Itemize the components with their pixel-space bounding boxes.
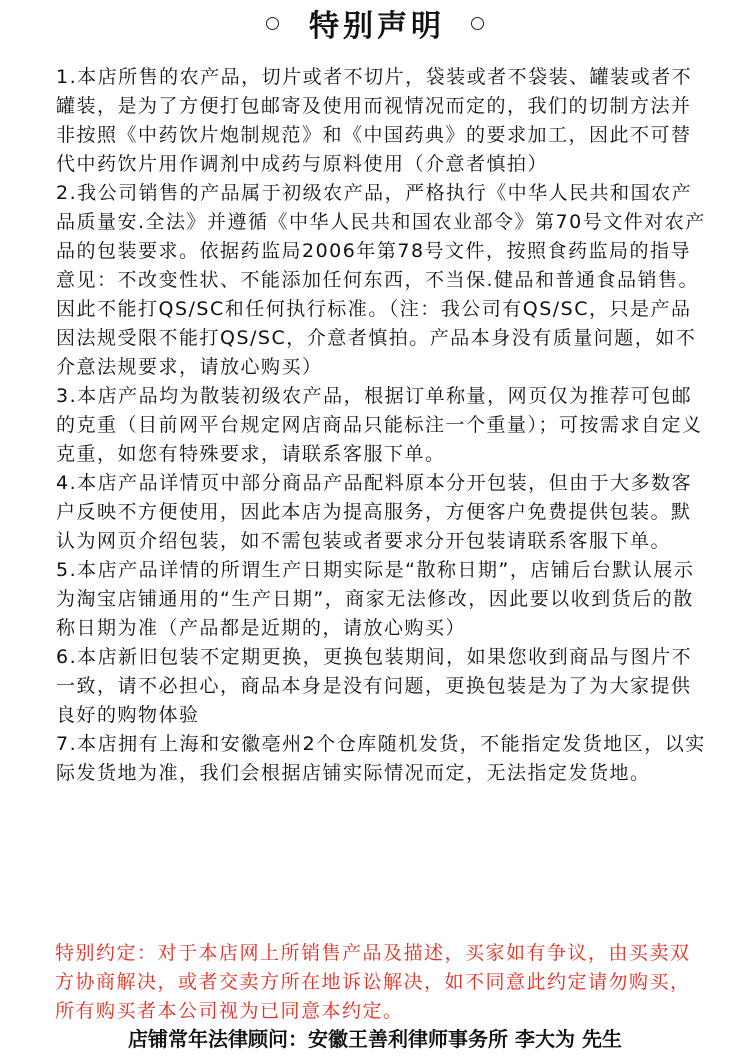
statement-item-4: 4.本店产品详情页中部分商品产品配料原本分开包装，但由于大多数客户反映不方便使用，因此本店为提高服务，方便客户免费提供包装。默认为网页介绍包装，如不需包装或者要求分开包装请联系客服下单。	[56, 472, 693, 552]
statement-item-7: 7.本店拥有上海和安徽亳州2个仓库随机发货，不能指定发货地区，以实际发货地为准，我们会根据店铺实际情况而定，无法指定发货地。	[56, 733, 706, 784]
statement-item-1: 1.本店所售的农产品，切片或者不切片，袋装或者不袋装、罐装或者不罐装，是为了方便打包邮寄及使用而视情况而定的，我们的切制方法并非按照《中药饮片炮制规范》和《中国药典》的要求加工，因此不可替代中药饮片用作调剂中成药与原料使用（介意者慎拍）	[56, 66, 693, 175]
title-row	[0, 2, 750, 44]
statement-item-6: 6.本店新旧包装不定期更换，更换包装期间，如果您收到商品与图片不一致，请不必担心，商品本身是没有问题，更换包装是为了为大家提供良好的购物体验	[56, 646, 693, 726]
statement-item-3: 3.本店产品均为散装初级农产品，根据订单称量，网页仅为推荐可包邮的克重（目前网平台规定网店商品只能标注一个重量）；可按需求自定义克重，如您有特殊要求，请联系客服下单。	[56, 385, 703, 465]
circle-right-icon	[471, 17, 484, 30]
statement-item-5: 5.本店产品详情的所谓生产日期实际是“散称日期”，店铺后台默认展示为淘宝店铺通用的“生产日期”，商家无法修改，因此要以收到货后的散称日期为准（产品都是近期的，请放心购买）	[56, 559, 695, 639]
legal-counsel: 店铺常年法律顾问：安徽王善利律师事务所 李大为 先生	[128, 1027, 622, 1051]
statement-list	[56, 63, 706, 788]
statement-item-2: 2.我公司销售的产品属于初级农产品，严格执行《中华人民共和国农产品质量安.全法》并遵循《中华人民共和国农业部令》第70号文件对农产品的包装要求。依据药监局2006年第78号文件，按照食药监局的指导意见：不改变性状、不能添加任何东西，不当保.健品和普通食品销售。因此不能打QS/SC和任何执行标准。（注：我公司有QS/SC，只是产品因法规受限不能打QS/SC，介意者慎拍。产品本身没有质量问题，如不介意法规要求，请放心购买）	[56, 182, 706, 378]
circle-left-icon	[266, 17, 279, 30]
special-agreement	[55, 939, 705, 1026]
page-title: 特别声明	[309, 9, 445, 44]
special-agreement-text: 特别约定：对于本店网上所销售产品及描述，买家如有争议，由买卖双方协商解决，或者交卖方所在地诉讼解决，如不同意此约定请勿购买，所有购买者本公司视为已同意本约定。	[55, 942, 691, 1022]
